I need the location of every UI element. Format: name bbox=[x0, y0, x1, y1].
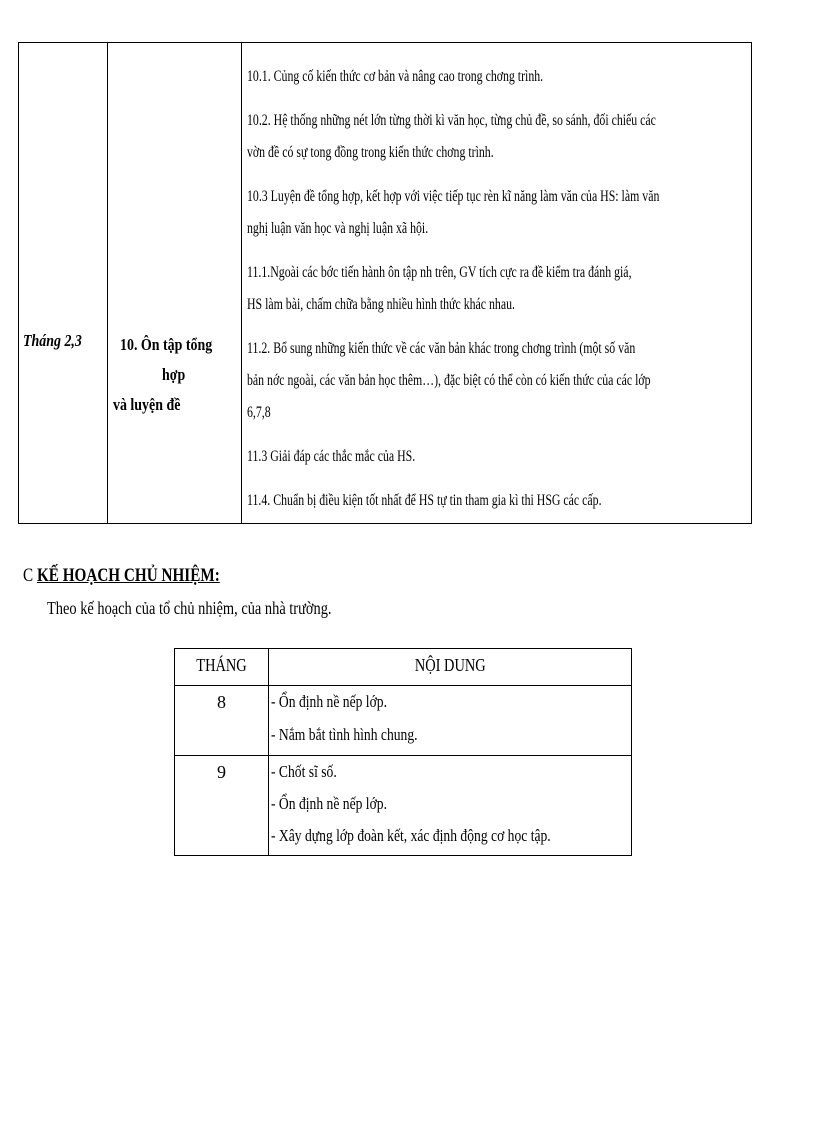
topic-cell bbox=[109, 330, 243, 420]
homeroom-table bbox=[174, 648, 632, 856]
content-line: bản nớc ngoài, các văn bản học thêm…), đặc biệt có thể còn có kiến thức của các lớp bbox=[247, 372, 651, 389]
section-intro: Theo kế hoạch của tổ chủ nhiệm, của nhà trường. bbox=[47, 598, 332, 618]
content-line: 10.3 Luyện đề tổng hợp, kết hợp với việc tiếp tục rèn kĩ năng làm văn của HS: làm văn bbox=[247, 188, 660, 205]
month-label: Tháng 2,3 bbox=[23, 331, 82, 350]
content-line: nghị luận văn học và nghị luận xã hội. bbox=[247, 220, 429, 237]
content-line: 11.2. Bổ sung những kiến thức về các văn bản khác trong chơng trình (một số văn bbox=[247, 340, 636, 357]
month-cell bbox=[23, 331, 95, 351]
column-divider bbox=[241, 43, 242, 523]
content-line: 11.4. Chuẩn bị điều kiện tốt nhất để HS tự tin tham gia kì thi HSG các cấp. bbox=[247, 492, 602, 509]
column-divider bbox=[268, 649, 269, 855]
content-line: 11.1.Ngoài các bớc tiến hành ôn tập nh trên, GV tích cực ra đề kiểm tra đánh giá, bbox=[247, 264, 632, 281]
content-line: 10.2. Hệ thống những nét lớn từng thời kì văn học, từng chủ đề, so sánh, đối chiếu các bbox=[247, 112, 656, 129]
header-content: NỘI DUNG bbox=[415, 655, 486, 675]
task-line: - Nắm bắt tình hình chung. bbox=[271, 725, 418, 744]
task-line: - Ổn định nề nếp lớp. bbox=[271, 794, 387, 813]
section-title: KẾ HOẠCH CHỦ NHIỆM: bbox=[36, 565, 220, 586]
section-heading bbox=[23, 565, 269, 587]
row-month: 8 bbox=[217, 692, 226, 712]
column-divider bbox=[107, 43, 108, 523]
content-line: HS làm bài, chấm chữa bằng nhiều hình thức khác nhau. bbox=[247, 296, 515, 313]
topic-line: hợp bbox=[161, 365, 186, 384]
content-line: 10.1. Củng cố kiến thức cơ bản và nâng cao trong chơng trình. bbox=[247, 68, 544, 85]
task-line: - Xây dựng lớp đoàn kết, xác định động cơ học tập. bbox=[271, 826, 551, 845]
plan-table bbox=[18, 42, 752, 524]
row-divider bbox=[175, 685, 631, 686]
content-line: 6,7,8 bbox=[247, 404, 271, 421]
content-line: 11.3 Giải đáp các thắc mắc của HS. bbox=[247, 448, 416, 465]
content-line: vờn đề có sự tong đồng trong kiến thức chơng trình. bbox=[247, 144, 494, 161]
row-month: 9 bbox=[217, 762, 226, 782]
row-divider bbox=[175, 755, 631, 756]
task-line: - Ổn định nề nếp lớp. bbox=[271, 692, 387, 711]
task-line: - Chốt sĩ số. bbox=[271, 762, 337, 781]
header-month: THÁNG bbox=[196, 655, 247, 675]
section-prefix: C bbox=[23, 565, 37, 586]
topic-line: và luyện đề bbox=[113, 395, 181, 414]
topic-line: 10. Ôn tập tổng bbox=[119, 335, 212, 354]
